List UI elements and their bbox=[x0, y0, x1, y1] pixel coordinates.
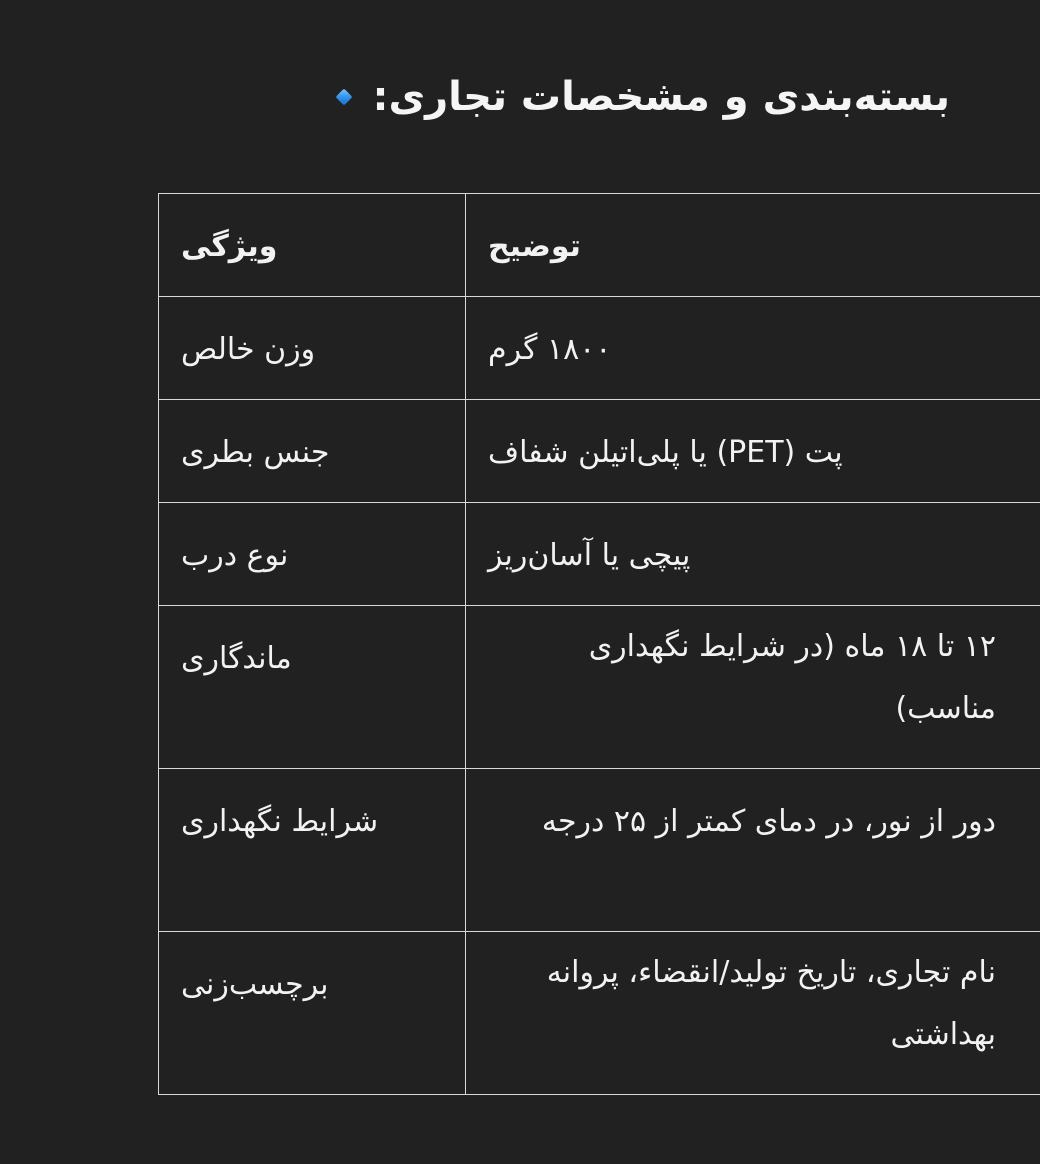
table-row bbox=[159, 400, 1040, 503]
header-description: توضیح bbox=[466, 194, 1040, 297]
section-title: بسته‌بندی و مشخصات تجاری: bbox=[372, 74, 950, 120]
specs-table bbox=[158, 193, 1040, 1095]
feature-cell: برچسب‌زنی bbox=[159, 932, 466, 1095]
feature-cell: وزن خالص bbox=[159, 297, 466, 400]
feature-cell: ماندگاری bbox=[159, 606, 466, 769]
table-row bbox=[159, 769, 1040, 932]
table-row bbox=[159, 297, 1040, 400]
description-cell: پیچی یا آسان‌ریز bbox=[466, 503, 1040, 606]
feature-cell: نوع درب bbox=[159, 503, 466, 606]
table-row bbox=[159, 503, 1040, 606]
table-header-row bbox=[159, 194, 1040, 297]
description-cell: ۱۸۰۰ گرم bbox=[466, 297, 1040, 400]
description-cell: پت (PET) یا پلی‌اتیلن شفاف bbox=[466, 400, 1040, 503]
description-cell: دور از نور، در دمای کمتر از ۲۵ درجه bbox=[466, 769, 1040, 932]
header-feature: ویژگی bbox=[159, 194, 466, 297]
feature-cell: شرایط نگهداری bbox=[159, 769, 466, 932]
table-row bbox=[159, 606, 1040, 769]
description-cell: ۱۲ تا ۱۸ ماه (در شرایط نگهداری مناسب) bbox=[466, 606, 1040, 769]
feature-cell: جنس بطری bbox=[159, 400, 466, 503]
section-heading bbox=[338, 62, 950, 132]
table-row bbox=[159, 932, 1040, 1095]
description-cell: نام تجاری، تاریخ تولید/انقضاء، پروانه بهداشتی bbox=[466, 932, 1040, 1095]
blue-diamond-icon bbox=[336, 89, 353, 106]
